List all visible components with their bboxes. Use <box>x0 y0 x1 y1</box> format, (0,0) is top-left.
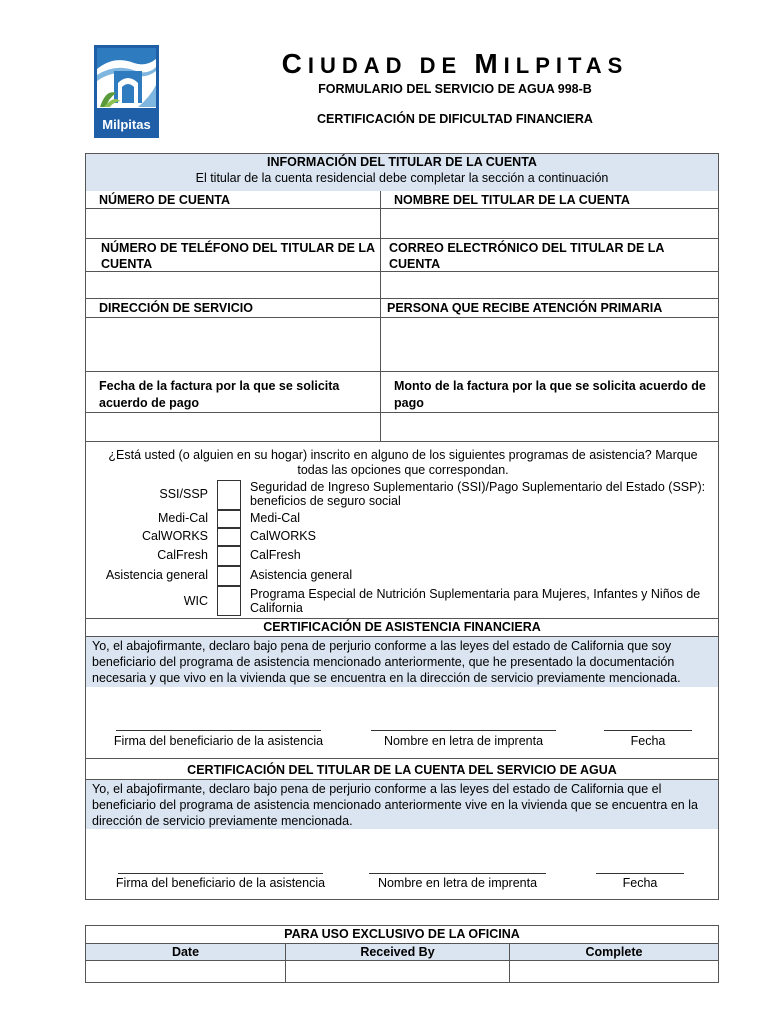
program-desc-wic: Programa Especial de Nutrición Suplementaria para Mujeres, Infantes y Niños de California <box>250 587 701 615</box>
cert-holder-heading: CERTIFICACIÓN DEL TITULAR DE LA CUENTA DEL SERVICIO DE AGUA <box>187 763 617 777</box>
office-col-received: Received By <box>360 945 435 959</box>
date-caption-2: Fecha <box>622 876 658 890</box>
date-line-beneficiary[interactable] <box>604 730 692 731</box>
page-title: CIUDAD DE MILPITAS <box>281 48 629 79</box>
form-subtitle-2: CERTIFICACIÓN DE DIFICULTAD FINANCIERA <box>317 112 593 126</box>
signature-caption-2: Firma del beneficiario de la asistencia <box>115 876 326 890</box>
print-name-line-beneficiary[interactable] <box>371 730 556 731</box>
milpitas-logo <box>94 45 159 138</box>
office-date-field[interactable] <box>87 961 284 982</box>
office-received-field[interactable] <box>287 961 508 982</box>
date-line-holder[interactable] <box>596 873 684 874</box>
print-name-caption-2: Nombre en letra de imprenta <box>377 876 538 890</box>
primary-care-person-label: PERSONA QUE RECIBE ATENCIÓN PRIMARIA <box>387 301 663 315</box>
email-label: CORREO ELECTRÓNICO DEL TITULAR DE LA CUENTA <box>389 241 664 271</box>
primary-care-person-field[interactable] <box>382 318 717 370</box>
account-instruction: El titular de la cuenta residencial debe completar la sección a continuación <box>195 171 609 185</box>
account-heading: INFORMACIÓN DEL TITULAR DE LA CUENTA <box>267 155 537 169</box>
bill-amount-label: Monto de la factura por la que se solicita acuerdo de pago <box>394 379 706 410</box>
phone-label: NÚMERO DE TELÉFONO DEL TITULAR DE LA CUENTA <box>101 241 375 271</box>
program-label-wic: WIC <box>183 594 208 608</box>
account-number-field[interactable] <box>87 210 378 238</box>
program-desc-calworks: CalWORKS <box>250 529 316 543</box>
account-number-label: NÚMERO DE CUENTA <box>99 193 231 207</box>
cert-financial-body: Yo, el abajofirmante, declaro bajo pena de perjurio conforme a las leyes del estado de California que soy beneficiario del programa de asistencia mencionado anteriormente, que he presentado la documentación necesaria y que vivo en la vivienda que se encuentra en la dirección de servicio previamente mencionada. <box>92 639 681 685</box>
checkbox-medical[interactable] <box>217 510 241 528</box>
account-holder-label: NOMBRE DEL TITULAR DE LA CUENTA <box>394 193 630 207</box>
program-label-calfresh: CalFresh <box>157 548 208 562</box>
account-holder-field[interactable] <box>382 210 717 238</box>
signature-line-holder[interactable] <box>118 873 323 874</box>
print-name-line-holder[interactable] <box>369 873 546 874</box>
office-col-complete: Complete <box>585 945 643 959</box>
bill-amount-field[interactable] <box>382 413 717 441</box>
office-col-date: Date <box>171 945 200 959</box>
date-caption-1: Fecha <box>630 734 666 748</box>
form-subtitle: FORMULARIO DEL SERVICIO DE AGUA 998-B <box>318 82 592 96</box>
checkbox-wic[interactable] <box>217 586 241 616</box>
logo-text: Milpitas <box>102 117 151 132</box>
service-address-field[interactable] <box>87 318 378 370</box>
office-complete-field[interactable] <box>511 961 717 982</box>
service-address-label: DIRECCIÓN DE SERVICIO <box>99 301 253 315</box>
programs-question: ¿Está usted (o alguien en su hogar) inscrito en alguno de los siguientes programas de asistencia? Marque todas las opciones que correspondan. <box>108 448 698 477</box>
program-label-general: Asistencia general <box>105 568 208 582</box>
bill-date-field[interactable] <box>87 413 378 441</box>
checkbox-calworks[interactable] <box>217 528 241 546</box>
program-label-calworks: CalWORKS <box>142 529 208 543</box>
program-label-ssi: SSI/SSP <box>159 487 208 501</box>
program-label-medical: Medi-Cal <box>157 511 208 525</box>
signature-line-beneficiary[interactable] <box>116 730 321 731</box>
checkbox-ssi[interactable] <box>217 480 241 510</box>
email-field[interactable] <box>382 272 717 298</box>
signature-caption-1: Firma del beneficiario de la asistencia <box>113 734 324 748</box>
program-desc-ssi: Seguridad de Ingreso Suplementario (SSI)/Pago Suplementario del Estado (SSP): beneficios de seguro social <box>250 480 706 508</box>
checkbox-calfresh[interactable] <box>217 546 241 566</box>
print-name-caption-1: Nombre en letra de imprenta <box>383 734 544 748</box>
office-heading: PARA USO EXCLUSIVO DE LA OFICINA <box>284 927 520 941</box>
program-desc-medical: Medi-Cal <box>250 511 301 525</box>
program-desc-calfresh: CalFresh <box>250 548 301 562</box>
bill-date-label: Fecha de la factura por la que se solicita acuerdo de pago <box>99 379 340 410</box>
checkbox-general[interactable] <box>217 566 241 586</box>
program-desc-general: Asistencia general <box>250 568 353 582</box>
cert-holder-body: Yo, el abajofirmante, declaro bajo pena de perjurio conforme a las leyes del estado de California que el beneficiario del programa de asistencia mencionado anteriormente vive en la vivienda que se encuentra en la dirección de servicio previamente mencionada. <box>92 782 698 828</box>
cert-financial-heading: CERTIFICACIÓN DE ASISTENCIA FINANCIERA <box>263 620 541 634</box>
phone-field[interactable] <box>87 272 378 298</box>
